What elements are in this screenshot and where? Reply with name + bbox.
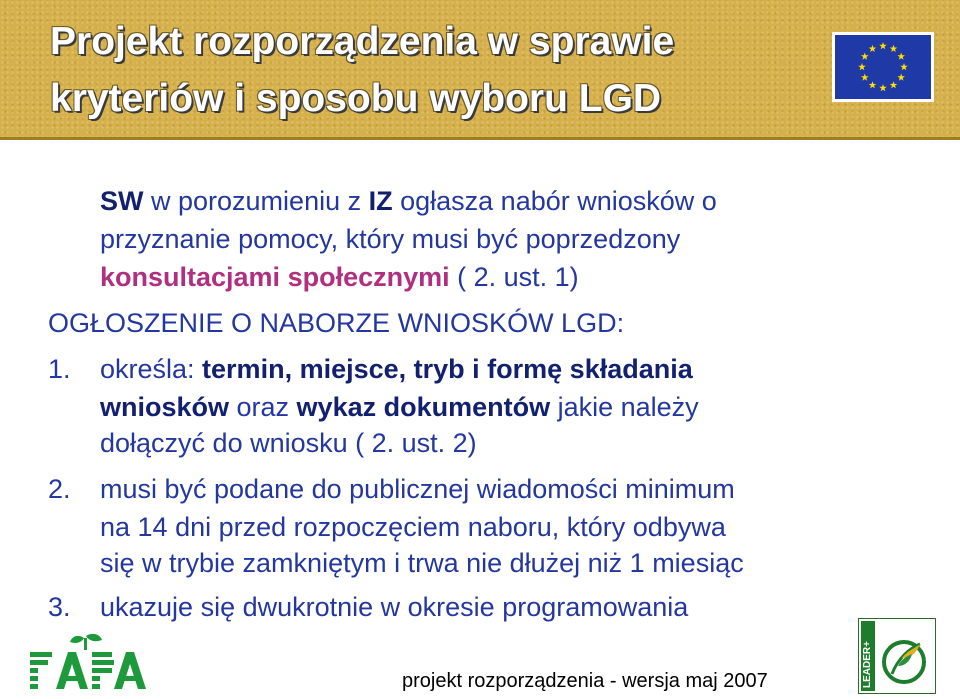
intro-text: ogłasza nabór wniosków o: [392, 186, 717, 216]
leader-plus-logo: [858, 618, 936, 694]
footer-note: projekt rozporządzenia - wersja maj 2007: [402, 670, 768, 692]
item-1-line-3: dołączyć do wniosku ( 2. ust. 2): [100, 428, 477, 458]
title-banner: [0, 0, 960, 140]
eu-flag-icon: [832, 32, 934, 102]
intro-line-2: przyznanie pomocy, który musi być poprzedzony: [100, 224, 681, 254]
item-1-line-2: [100, 390, 699, 424]
iz-abbrev: IZ: [368, 186, 393, 216]
intro-line-3: [100, 260, 579, 294]
intro-line-1: [100, 184, 717, 218]
item-text: jakie należy: [550, 392, 699, 422]
item-emphasis: wykaz dokumentów: [296, 392, 551, 422]
item-2-line-3: się w trybie zamkniętym i trwa nie dłużej niż 1 miesiąc: [100, 548, 744, 578]
item-emphasis: termin, miejsce, tryb i formę składania: [202, 354, 693, 384]
svg-text:LEADER+: LEADER+: [862, 641, 873, 688]
legal-reference: ( 2. ust. 1): [449, 262, 579, 292]
page-title-line-2: kryteriów i sposobu wyboru LGD: [50, 77, 662, 120]
item-3-line-1: ukazuje się dwukrotnie w okresie programowania: [100, 592, 689, 622]
item-1-line-1: [100, 352, 693, 386]
item-2-line-2: na 14 dni przed rozpoczęciem naboru, który odbywa: [100, 512, 726, 542]
sw-abbrev: SW: [100, 186, 144, 216]
item-emphasis: wniosków: [100, 392, 230, 422]
page-title-line-1: Projekt rozporządzenia w sprawie: [50, 20, 675, 63]
item-3-number: 3.: [48, 592, 71, 622]
section-heading: OGŁOSZENIE O NABORZE WNIOSKÓW LGD:: [48, 308, 625, 338]
consultations-emphasis: konsultacjami społecznymi: [100, 262, 450, 292]
item-1-number: 1.: [48, 354, 71, 384]
fapa-logo: [26, 632, 146, 692]
intro-text: w porozumieniu z: [143, 186, 369, 216]
item-text: określa:: [100, 354, 203, 384]
item-2-number: 2.: [48, 474, 71, 504]
item-2-line-1: musi być podane do publicznej wiadomości minimum: [100, 474, 735, 504]
item-text: oraz: [229, 392, 297, 422]
